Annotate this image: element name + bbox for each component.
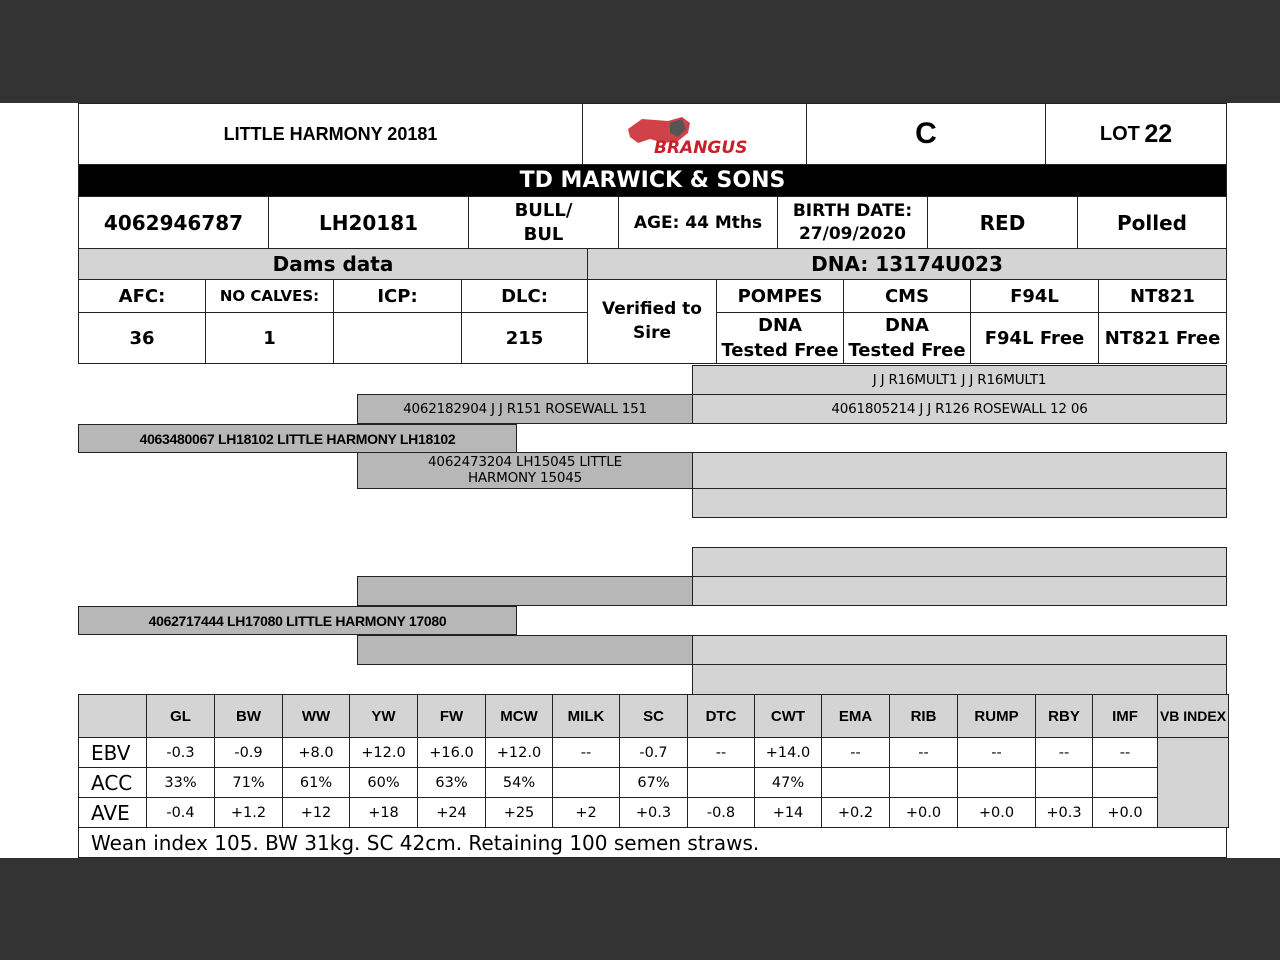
lot-label: LOT: [1099, 122, 1140, 145]
ave-cell: +0.3: [1036, 798, 1093, 828]
animal-sex: [468, 196, 619, 249]
ebv-cell: +14.0: [755, 738, 822, 768]
breed-logo: [582, 103, 807, 165]
ebv-header: SC: [620, 695, 688, 738]
acc-cell: 63%: [418, 768, 486, 798]
calves-value: 1: [205, 312, 334, 364]
test-result-cms: [843, 312, 971, 364]
vb-index-value: [1158, 738, 1229, 828]
acc-cell: 33%: [147, 768, 215, 798]
comments: Wean index 105. BW 31kg. SC 42cm. Retaining 100 semen straws.: [78, 827, 1227, 858]
ebv-header: GL: [147, 695, 215, 738]
calves-label: NO CALVES:: [205, 279, 334, 313]
sale-sheet: [0, 103, 1280, 858]
logo-text: BRANGUS: [653, 138, 747, 158]
acc-cell: 71%: [215, 768, 283, 798]
acc-cell: [553, 768, 620, 798]
ave-cell: +0.2: [822, 798, 890, 828]
test-name-cms: CMS: [843, 279, 971, 313]
pedigree-dam-sire-dam: [692, 576, 1227, 606]
pedigree-dam-dam: [357, 635, 693, 665]
ebv-cell: -0.7: [620, 738, 688, 768]
ave-cell: +1.2: [215, 798, 283, 828]
pedigree-dam-sire: [357, 576, 693, 606]
ebv-header: RIB: [890, 695, 958, 738]
ebv-header-row: [79, 695, 1229, 738]
ebv-cell: --: [553, 738, 620, 768]
ebv-header: DTC: [688, 695, 755, 738]
pedigree-sire-dam-sire: [692, 452, 1227, 489]
ebv-cell: --: [1036, 738, 1093, 768]
animal-name: LITTLE HARMONY 20181: [78, 103, 583, 165]
ebv-cell: +16.0: [418, 738, 486, 768]
ave-cell: -0.4: [147, 798, 215, 828]
ebv-cell: +12.0: [350, 738, 418, 768]
ebv-header: RBY: [1036, 695, 1093, 738]
test-result-line-2: Tested Free: [721, 340, 839, 361]
ebv-header: MCW: [486, 695, 553, 738]
ebv-row-ave: [79, 798, 1229, 828]
animal-colour: RED: [927, 196, 1078, 249]
ebv-cell: --: [688, 738, 755, 768]
icp-label: ICP:: [333, 279, 462, 313]
test-name-nt821: NT821: [1098, 279, 1227, 313]
ave-cell: -0.8: [688, 798, 755, 828]
row-label: AVE: [79, 798, 147, 828]
dna-title: DNA: 13174U023: [587, 248, 1227, 280]
birth-date: [777, 196, 928, 249]
test-result-pompes: [716, 312, 844, 364]
acc-cell: [688, 768, 755, 798]
dlc-value: 215: [461, 312, 588, 364]
acc-cell: [822, 768, 890, 798]
verified-line-1: Verified to: [602, 298, 702, 319]
row-label: EBV: [79, 738, 147, 768]
ebv-row-acc: [79, 768, 1229, 798]
ave-cell: +0.3: [620, 798, 688, 828]
acc-cell: [890, 768, 958, 798]
test-result-nt821: NT821 Free: [1098, 312, 1227, 364]
birth-date-label: BIRTH DATE:: [792, 200, 913, 221]
acc-cell: [1036, 768, 1093, 798]
ebv-cell: -0.3: [147, 738, 215, 768]
ebv-cell: +12.0: [486, 738, 553, 768]
ebv-header: IMF: [1093, 695, 1158, 738]
ave-cell: +0.0: [1093, 798, 1158, 828]
pedigree-sire-dam: 4062473204 LH15045 LITTLE HARMONY 15045: [357, 452, 693, 489]
pedigree-sire: 4063480067 LH18102 LITTLE HARMONY LH18102: [78, 424, 517, 453]
pedigree-dam: 4062717444 LH17080 LITTLE HARMONY 17080: [78, 606, 517, 635]
acc-cell: 54%: [486, 768, 553, 798]
ave-cell: +12: [283, 798, 350, 828]
dlc-label: DLC:: [461, 279, 588, 313]
test-result-line-2: Tested Free: [848, 340, 966, 361]
acc-cell: [1093, 768, 1158, 798]
dams-title: Dams data: [78, 248, 588, 280]
ave-cell: +18: [350, 798, 418, 828]
ebv-corner: [79, 695, 147, 738]
ave-cell: +14: [755, 798, 822, 828]
ebv-cell: --: [1093, 738, 1158, 768]
ebv-row-ebv: [79, 738, 1229, 768]
pedigree-dam-sire-sire: [692, 547, 1227, 577]
sex-line-1: BULL/: [514, 200, 573, 222]
ebv-header: RUMP: [958, 695, 1036, 738]
ebv-cell: -0.9: [215, 738, 283, 768]
pedigree-sire-sire-sire: J J R16MULT1 J J R16MULT1: [692, 365, 1227, 395]
ebv-header: CWT: [755, 695, 822, 738]
ave-cell: +2: [553, 798, 620, 828]
acc-cell: [958, 768, 1036, 798]
animal-tattoo: LH20181: [268, 196, 469, 249]
birth-date-value: 27/09/2020: [798, 223, 907, 244]
test-name-f94l: F94L: [970, 279, 1099, 313]
acc-cell: 47%: [755, 768, 822, 798]
pedigree-sire-sire-dam: 4061805214 J J R126 ROSEWALL 12 06: [692, 394, 1227, 424]
test-name-pompes: POMPES: [716, 279, 844, 313]
ebv-header: WW: [283, 695, 350, 738]
afc-value: 36: [78, 312, 206, 364]
brangus-logo-icon: [620, 109, 770, 159]
lot-box: [1045, 103, 1227, 165]
animal-age: AGE: 44 Mths: [618, 196, 778, 249]
ebv-header: BW: [215, 695, 283, 738]
row-label: ACC: [79, 768, 147, 798]
pedigree-sire-dam-dam: [692, 488, 1227, 518]
ave-cell: +25: [486, 798, 553, 828]
pedigree-dam-dam-dam: [692, 664, 1227, 695]
grade: C: [806, 103, 1046, 165]
ebv-cell: --: [958, 738, 1036, 768]
pedigree-sire-sire: 4062182904 J J R151 ROSEWALL 151: [357, 394, 693, 424]
verified-line-2: Sire: [633, 322, 671, 343]
ave-cell: +24: [418, 798, 486, 828]
ebv-header: MILK: [553, 695, 620, 738]
acc-cell: 67%: [620, 768, 688, 798]
afc-label: AFC:: [78, 279, 206, 313]
test-result-f94l: F94L Free: [970, 312, 1099, 364]
animal-horn: Polled: [1077, 196, 1227, 249]
icp-value: [333, 312, 462, 364]
vb-index-header: VB INDEX: [1158, 695, 1229, 738]
ave-cell: +0.0: [958, 798, 1036, 828]
ebv-cell: +8.0: [283, 738, 350, 768]
pedigree-dam-dam-sire: [692, 635, 1227, 665]
test-result-line-1: DNA: [758, 314, 802, 336]
animal-ident: 4062946787: [78, 196, 269, 249]
vendor-bar: TD MARWICK & SONS: [78, 164, 1227, 197]
verified-to-sire: [587, 279, 717, 364]
ebv-cell: --: [890, 738, 958, 768]
acc-cell: 61%: [283, 768, 350, 798]
ebv-table: [78, 694, 1229, 828]
lot-number: 22: [1144, 119, 1173, 148]
sex-line-2: BUL: [523, 223, 564, 245]
ebv-header: YW: [350, 695, 418, 738]
ave-cell: +0.0: [890, 798, 958, 828]
ebv-header: EMA: [822, 695, 890, 738]
test-result-line-1: DNA: [885, 314, 929, 336]
ebv-header: FW: [418, 695, 486, 738]
acc-cell: 60%: [350, 768, 418, 798]
ebv-cell: --: [822, 738, 890, 768]
